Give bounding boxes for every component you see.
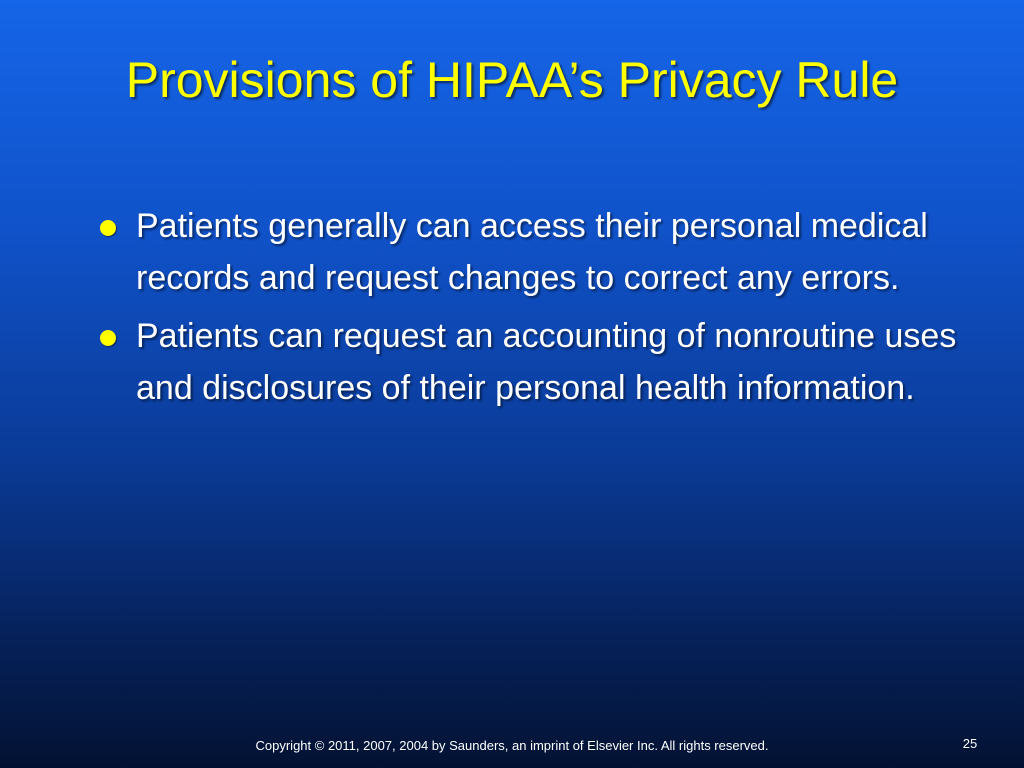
bullet-item (98, 200, 998, 304)
bullet-item (98, 310, 998, 414)
bullet-dot-icon (100, 330, 116, 346)
copyright-footer: Copyright © 2011, 2007, 2004 by Saunders, an imprint of Elsevier Inc. All rights reserved. (255, 738, 769, 753)
page-number: 25 (962, 736, 978, 751)
bullet-text: Patients can request an accounting of nonroutine uses and disclosures of their personal health information. (136, 317, 957, 407)
slide-title: Provisions of HIPAA’s Privacy Rule (125, 52, 899, 108)
bullet-dot-icon (100, 220, 116, 236)
bullet-list (98, 200, 998, 420)
bullet-text: Patients generally can access their personal medical records and request changes to correct any errors. (136, 207, 928, 297)
